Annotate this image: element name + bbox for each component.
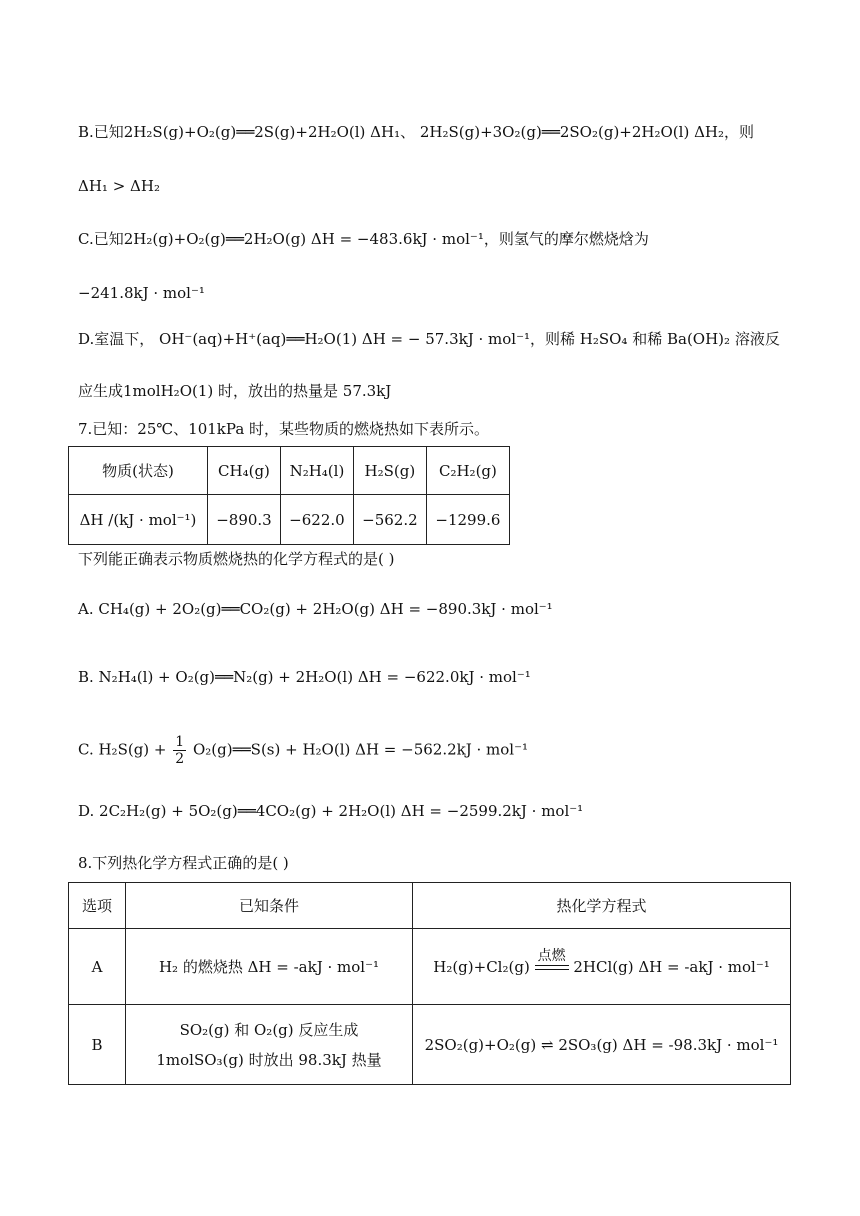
table-cell: A (69, 929, 126, 1005)
choice-a: A. CH₄(g) + 2O₂(g)══CO₂(g) + 2H₂O(g) ΔH = −890.3kJ · mol⁻¹ (78, 600, 553, 618)
option-d-line2: 应生成1molH₂O(1) 时，放出的热量是 57.3kJ (78, 382, 392, 400)
table-header-cell: 已知条件 (126, 883, 413, 929)
choice-d: D. 2C₂H₂(g) + 5O₂(g)══4CO₂(g) + 2H₂O(l) ΔH = −2599.2kJ · mol⁻¹ (78, 802, 584, 820)
table-cell: 2SO₂(g)+O₂(g) ⇌ 2SO₃(g) ΔH = -98.3kJ · mol⁻¹ (413, 1005, 791, 1085)
fraction-one-half (173, 734, 186, 767)
table-cell: −562.2 (353, 495, 426, 545)
table-row (69, 495, 510, 545)
table-header-cell: CH₄(g) (208, 447, 281, 495)
option-c-line1: C.已知2H₂(g)+O₂(g)══2H₂O(g) ΔH = −483.6kJ · mol⁻¹，则氢气的摩尔燃烧焓为 (78, 230, 649, 248)
table-cell (126, 1005, 413, 1085)
table-header-row (69, 447, 510, 495)
table-header-cell: C₂H₂(g) (426, 447, 509, 495)
combustion-heat-table (68, 446, 510, 545)
choice-b: B. N₂H₄(l) + O₂(g)══N₂(g) + 2H₂O(l) ΔH = −622.0kJ · mol⁻¹ (78, 668, 531, 686)
equation-left: H₂(g)+Cl₂(g) (433, 957, 530, 976)
table-cell: ΔH /(kJ · mol⁻¹) (69, 495, 208, 545)
table-header-cell: N₂H₄(l) (280, 447, 353, 495)
arrow-line-top (535, 965, 569, 966)
ignition-label: 点燃 (537, 947, 566, 964)
table-cell: −622.0 (280, 495, 353, 545)
table-row (69, 1005, 791, 1085)
table-row (69, 929, 791, 1005)
question-7-stem: 7.已知：25℃、101kPa 时，某些物质的燃烧热如下表所示。 (78, 420, 490, 438)
ignition-arrow (535, 947, 569, 975)
table-header-cell: 物质(状态) (69, 447, 208, 495)
table-header-cell: 选项 (69, 883, 126, 929)
option-b-line2: ΔH₁ > ΔH₂ (78, 177, 160, 195)
table-cell: −1299.6 (426, 495, 509, 545)
table-cell (413, 929, 791, 1005)
table-header-cell: H₂S(g) (353, 447, 426, 495)
choice-c-suffix: O₂(g)══S(s) + H₂O(l) ΔH = −562.2kJ · mol⁻¹ (192, 740, 529, 759)
condition-line-1: SO₂(g) 和 O₂(g) 反应生成 (179, 1020, 359, 1039)
condition-line-2: 1molSO₃(g) 时放出 98.3kJ 热量 (156, 1050, 382, 1069)
option-d-line1: D.室温下， OH⁻(aq)+H⁺(aq)══H₂O(1) ΔH = − 57.3kJ · mol⁻¹，则稀 H₂SO₄ 和稀 Ba(OH)₂ 溶液反 (78, 330, 780, 348)
option-c-line2: −241.8kJ · mol⁻¹ (78, 284, 205, 302)
fraction-denominator: 2 (175, 751, 185, 767)
table-header-cell: 热化学方程式 (413, 883, 791, 929)
table-header-row (69, 883, 791, 929)
table-cell: H₂ 的燃烧热 ΔH = -akJ · mol⁻¹ (126, 929, 413, 1005)
question-7-ask: 下列能正确表示物质燃烧热的化学方程式的是( ) (78, 550, 395, 568)
thermo-equation-table (68, 882, 791, 1085)
table-cell: B (69, 1005, 126, 1085)
fraction-numerator: 1 (175, 734, 185, 750)
table-cell: −890.3 (208, 495, 281, 545)
equation-right: 2HCl(g) ΔH = -akJ · mol⁻¹ (573, 957, 770, 976)
option-b-line1: B.已知2H₂S(g)+O₂(g)══2S(g)+2H₂O(l) ΔH₁、 2H₂S(g)+3O₂(g)══2SO₂(g)+2H₂O(l) ΔH₂，则 (78, 123, 754, 141)
choice-c-prefix: C. H₂S(g) + (78, 740, 167, 759)
question-8-stem: 8.下列热化学方程式正确的是( ) (78, 854, 289, 872)
arrow-line-bottom (535, 969, 569, 970)
choice-c (78, 734, 528, 767)
